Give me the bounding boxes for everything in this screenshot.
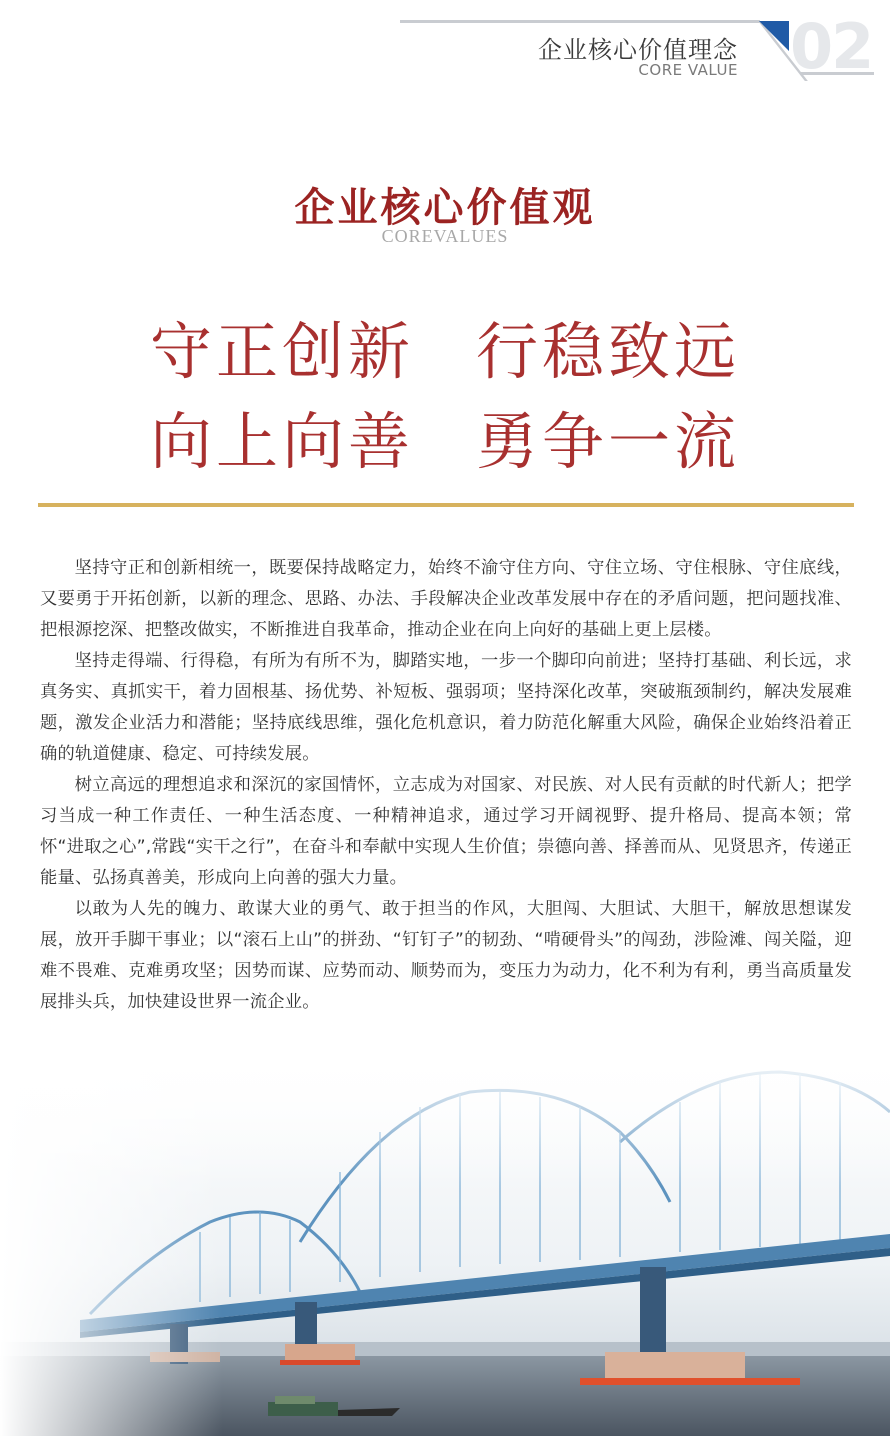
section-title: 企业核心价值观 <box>294 184 596 231</box>
slogan-1a: 守正创新 <box>149 315 414 388</box>
header-blue-triangle <box>759 21 789 51</box>
body-text <box>40 553 852 1018</box>
paragraph: 坚持走得端、行得稳，有所为有所不为，脚踏实地，一步一个脚印向前进；坚持打基础、利长远，求真务实、真抓实干，着力固根基、扬优势、补短板、强弱项；坚持深化改革，突破瓶颈制约，解决发展难题，激发企业活力和潜能；坚持底线思维，强化危机意识，着力防范化解重大风险，确保企业始终沿着正确的轨道健康、稳定、可持续发展。 <box>40 651 852 764</box>
slogan-1b: 行稳致远 <box>476 315 741 388</box>
header-rule-top <box>400 20 760 23</box>
slogan-2b: 勇争一流 <box>476 405 741 478</box>
paragraph: 树立高远的理想追求和深沉的家国情怀，立志成为对国家、对民族、对人民有贡献的时代新人；把学习当成一种工作责任、一种生活态度、一种精神追求，通过学习开阔视野、提升格局、提高本领；常怀“进取之心”,常践“实干之行”，在奋斗和奉献中实现人生价值；崇德向善、择善而从、见贤思齐，传递正能量、弘扬真善美，形成向上向善的强大力量。 <box>40 775 852 888</box>
page-number: 02 <box>790 10 873 83</box>
slogan-2a: 向上向善 <box>149 405 414 478</box>
paragraph: 以敢为人先的魄力、敢谋大业的勇气、敢于担当的作风，大胆闯、大胆试、大胆干，解放思想谋发展，放开手脚干事业；以“滚石上山”的拼劲、“钉钉子”的韧劲、“啃硬骨头”的闯劲，涉险滩、闯关隘，迎难不畏难、克难勇攻坚；因势而谋、应势而动、顺势而为，变压力为动力，化不利为有利，勇当高质量发展排头兵，加快建设世界一流企业。 <box>40 899 852 1012</box>
bridge-photo <box>0 1052 890 1436</box>
gold-divider <box>38 503 854 507</box>
header-title: 企业核心价值理念 <box>538 36 738 64</box>
paragraph: 坚持守正和创新相统一，既要保持战略定力，始终不渝守住方向、守住立场、守住根脉、守住底线，又要勇于开拓创新，以新的理念、思路、办法、手段解决企业改革发展中存在的矛盾问题，把问题找准、把根源挖深、把整改做实，不断推进自我革命，推动企业在向上向好的基础上更上层楼。 <box>40 558 852 640</box>
slogan-line-2 <box>0 392 890 481</box>
section-subtitle: COREVALUES <box>381 226 509 246</box>
slogan-line-1 <box>0 302 890 391</box>
page-header <box>0 0 890 90</box>
header-subtitle: CORE VALUE <box>638 61 738 79</box>
